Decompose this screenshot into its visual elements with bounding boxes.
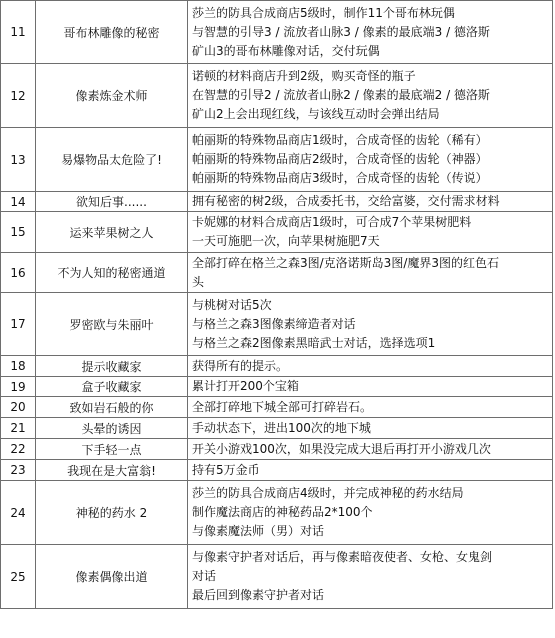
quest-requirement (188, 397, 553, 418)
quest-name: 不为人知的秘密通道 (36, 253, 188, 293)
quest-name: 提示收藏家 (36, 356, 188, 377)
quest-name: 易爆物品太危险了! (36, 128, 188, 192)
requirement-line: 与像素魔法师（男）对话 (192, 524, 325, 538)
row-number: 13 (1, 128, 36, 192)
requirement-line: 获得所有的提示。 (192, 358, 289, 373)
quest-requirement (188, 356, 553, 377)
table-row (1, 128, 553, 192)
quest-name: 下手轻一点 (36, 439, 188, 460)
table-row (1, 545, 553, 609)
row-number: 24 (1, 481, 36, 545)
quest-requirement (188, 253, 553, 293)
table-row (1, 460, 553, 481)
requirement-line: 一天可施肥一次，向苹果树施肥7天 (192, 234, 380, 248)
quest-name: 我现在是大富翁! (36, 460, 188, 481)
requirement-line: 与格兰之森3图像素缔造者对话 (192, 316, 356, 331)
quest-name: 运来苹果树之人 (36, 212, 188, 253)
requirement-line: 与智慧的引导3 / 流放者山脉3 / 像素的最底端3 / 德洛斯 (192, 24, 490, 39)
quest-name: 头晕的诱因 (36, 418, 188, 439)
table-row (1, 64, 553, 128)
requirement-line: 制作魔法商店的神秘药品2*100个 (192, 505, 373, 519)
table-row (1, 418, 553, 439)
row-number: 14 (1, 192, 36, 212)
requirement-line: 与格兰之森2图像素黑暗武士对话，选择选项1 (192, 335, 436, 350)
quest-requirement (188, 377, 553, 397)
requirement-line: 帕丽斯的特殊物品商店1级时，合成奇怪的齿轮（稀有） (192, 133, 488, 147)
requirement-line: 在智慧的引导2 / 流放者山脉2 / 像素的最底端2 / 德洛斯 (192, 88, 490, 102)
requirement-line: 全部打碎在格兰之森3图/克洛诺斯岛3图/魔界3图的红色石 (192, 255, 499, 270)
table-row (1, 356, 553, 377)
row-number: 16 (1, 253, 36, 293)
quest-name: 哥布林雕像的秘密 (36, 1, 188, 64)
row-number: 19 (1, 377, 36, 397)
requirement-line: 与桃树对话5次 (192, 297, 272, 312)
row-number: 21 (1, 418, 36, 439)
requirement-line: 拥有秘密的树2级，合成委托书，交给富婆，交付需求材料 (192, 194, 500, 208)
quest-requirement (188, 418, 553, 439)
table-row (1, 1, 553, 64)
quest-requirement (188, 481, 553, 545)
quest-requirement (188, 439, 553, 460)
requirement-line: 头 (192, 274, 205, 289)
requirement-line: 持有5万金币 (192, 462, 260, 477)
table-row (1, 293, 553, 356)
quest-name: 欲知后事...... (36, 192, 188, 212)
table-row (1, 481, 553, 545)
quest-requirement (188, 64, 553, 128)
requirement-line: 全部打碎地下城全部可打碎岩石。 (192, 399, 373, 414)
requirement-line: 矿山2上会出现红线，与该线互动时会弹出结局 (192, 107, 440, 121)
row-number: 18 (1, 356, 36, 377)
table-row (1, 192, 553, 212)
row-number: 22 (1, 439, 36, 460)
table-row (1, 212, 553, 253)
table-row (1, 397, 553, 418)
requirement-line: 与像素守护者对话后，再与像素暗夜使者、女枪、女鬼剑 (192, 550, 493, 564)
row-number: 20 (1, 397, 36, 418)
table-row (1, 377, 553, 397)
quest-requirement (188, 545, 553, 609)
requirement-line: 帕丽斯的特殊物品商店2级时，合成奇怪的齿轮（神器） (192, 152, 488, 166)
requirement-line: 开关小游戏100次，如果没完成大退后再打开小游戏几次 (192, 441, 491, 456)
quest-requirement (188, 1, 553, 64)
requirement-line: 最后回到像素守护者对话 (192, 588, 325, 602)
requirement-line: 手动状态下，进出100次的地下城 (192, 420, 371, 435)
quest-requirement (188, 212, 553, 253)
quest-name: 像素炼金术师 (36, 64, 188, 128)
row-number: 25 (1, 545, 36, 609)
quest-name: 致如岩石般的你 (36, 397, 188, 418)
requirement-line: 对话 (192, 569, 217, 583)
quest-name: 盒子收藏家 (36, 377, 188, 397)
requirement-line: 莎兰的防具合成商店4级时，并完成神秘的药水结局 (192, 486, 464, 500)
row-number: 17 (1, 293, 36, 356)
requirement-line: 诺顿的材料商店升到2级，购买奇怪的瓶子 (192, 69, 416, 83)
table-row (1, 439, 553, 460)
requirement-line: 累计打开200个宝箱 (192, 379, 299, 393)
quest-requirement (188, 293, 553, 356)
requirement-line: 莎兰的防具合成商店5级时，制作11个哥布林玩偶 (192, 5, 455, 20)
quest-name: 像素偶像出道 (36, 545, 188, 609)
quest-name: 神秘的药水 2 (36, 481, 188, 545)
row-number: 23 (1, 460, 36, 481)
quest-name: 罗密欧与朱丽叶 (36, 293, 188, 356)
requirement-line: 矿山3的哥布林雕像对话，交付玩偶 (192, 43, 380, 58)
quest-table-body (1, 1, 553, 609)
requirement-line: 帕丽斯的特殊物品商店3级时，合成奇怪的齿轮（传说） (192, 171, 488, 185)
row-number: 11 (1, 1, 36, 64)
quest-requirement (188, 128, 553, 192)
table-row (1, 253, 553, 293)
requirement-line: 卡妮娜的材料合成商店1级时，可合成7个苹果树肥料 (192, 215, 472, 229)
quest-requirement (188, 460, 553, 481)
row-number: 12 (1, 64, 36, 128)
quest-requirement (188, 192, 553, 212)
row-number: 15 (1, 212, 36, 253)
